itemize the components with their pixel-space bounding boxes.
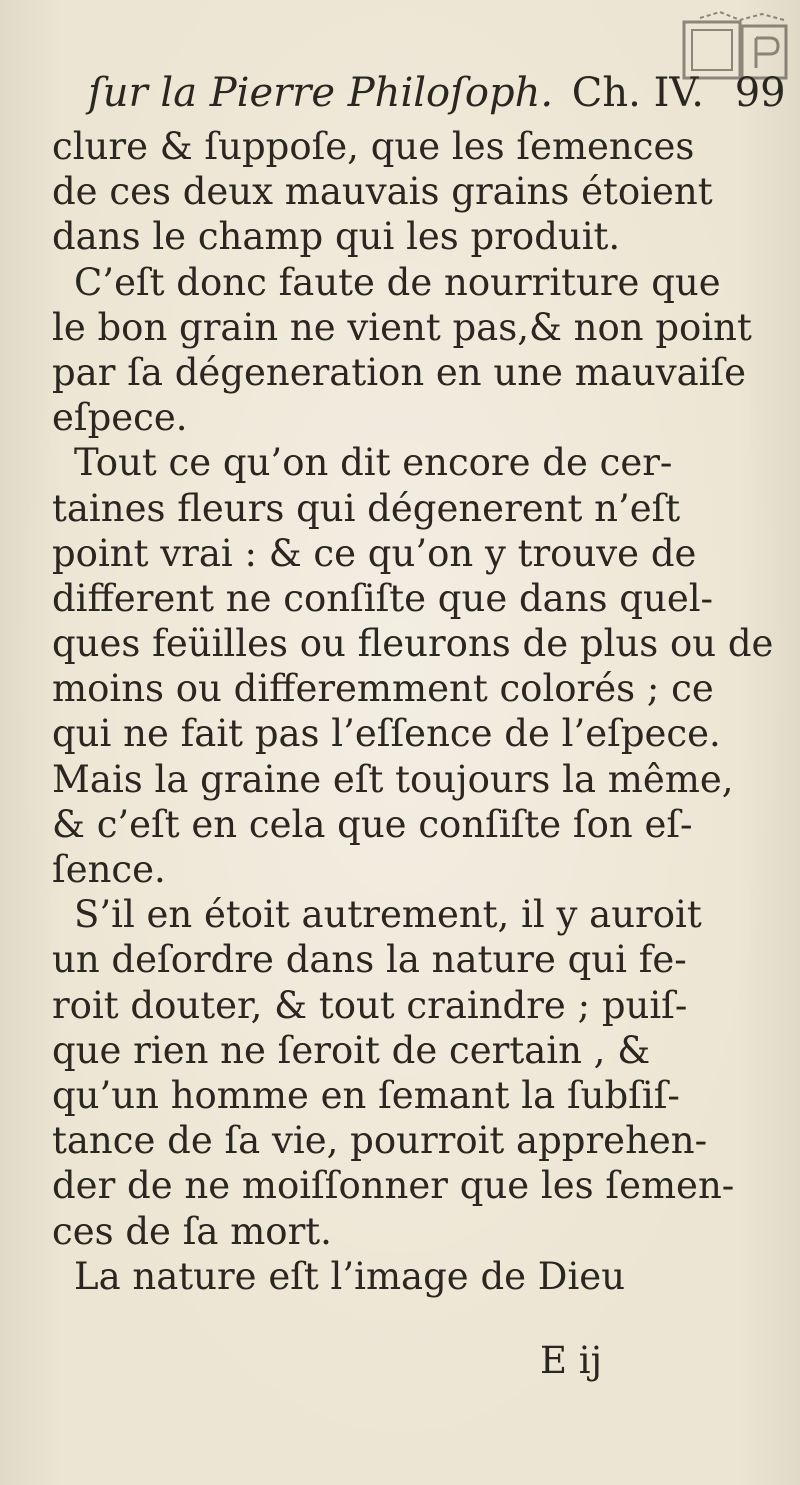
text-line: La nature eſt l’image de Dieu xyxy=(74,1254,626,1298)
text-line: Tout ce qu’on dit encore de cer- xyxy=(74,441,673,485)
text-line: ſence. xyxy=(52,848,166,891)
text-line: le bon grain ne vient pas,& non point xyxy=(52,305,752,349)
text-line: taines fleurs qui dégenerent n’eſt xyxy=(52,486,681,530)
body-text xyxy=(52,124,774,1299)
chapter-number: Ch. IV. xyxy=(571,70,705,116)
running-head-title: ſur la Pierre Philoſoph. xyxy=(88,70,554,116)
text-line: qui ne fait pas l’eſſence de l’eſpece. xyxy=(52,712,721,756)
text-line: & c’eſt en cela que conſiſte ſon eſ- xyxy=(52,802,693,846)
text-line: moins ou differemment colorés ; ce xyxy=(52,667,714,711)
text-line: ques feüilles ou fleurons de plus ou de xyxy=(52,622,774,666)
text-line: der de ne moiſſonner que les ſemen- xyxy=(52,1164,735,1208)
running-head xyxy=(88,68,786,118)
text-line: de ces deux mauvais grains étoient xyxy=(52,170,713,214)
text-line: point vrai : & ce qu’on y trouve de xyxy=(52,531,697,575)
text-line: que rien ne ſeroit de certain , & xyxy=(52,1028,651,1072)
text-line: eſpece. xyxy=(52,396,188,440)
text-line: un deſordre dans la nature qui fe- xyxy=(52,938,687,982)
text-line: dans le champ qui les produit. xyxy=(52,215,621,259)
text-line: C’eſt donc faute de nourriture que xyxy=(74,260,721,304)
text-line: different ne conſiſte que dans quel- xyxy=(52,576,714,620)
page-number: 99 xyxy=(734,70,786,116)
text-line: S’il en étoit autrement, il y auroit xyxy=(74,893,702,937)
text-line: par ſa dégeneration en une mauvaiſe xyxy=(52,350,747,394)
text-line: qu’un homme en ſemant la ſubſiſ- xyxy=(52,1073,680,1117)
text-line: ces de ſa mort. xyxy=(52,1209,332,1253)
text-line: clure & ſuppoſe, que les ſemences xyxy=(52,125,695,168)
signature-mark: E ij xyxy=(540,1339,603,1382)
text-line: tance de ſa vie, pourroit apprehen- xyxy=(52,1119,708,1163)
text-line: roit douter, & tout craindre ; puiſ- xyxy=(52,983,688,1027)
text-line: Mais la graine eſt toujours la même, xyxy=(52,757,734,801)
